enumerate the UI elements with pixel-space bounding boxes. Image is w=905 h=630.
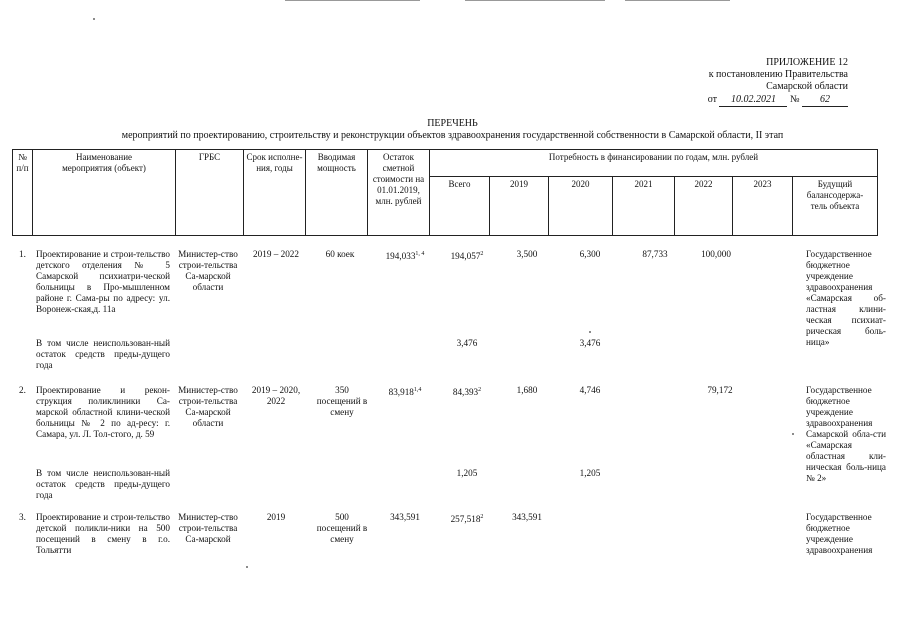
- row-2-grbs: Министер-ство строи-тельства Са-марской области: [178, 385, 238, 428]
- header-2021: 2021: [613, 177, 675, 236]
- row-1-num: 1.: [19, 249, 26, 259]
- row-2-2019: 1,680: [516, 385, 538, 395]
- appendix-block: [708, 57, 848, 107]
- number-label: №: [789, 94, 800, 105]
- row-1-2020: 6,300: [579, 249, 601, 259]
- row-2-capacity: 350 посещений в смену: [316, 385, 368, 417]
- header-funding-need: Потребность в финансировании по годам, млн. рублей: [430, 150, 878, 177]
- row-2-remainder-note: 1,4: [413, 387, 422, 393]
- row-3-total: 257,518: [450, 514, 481, 525]
- scan-line: [625, 0, 730, 1]
- scan-line: [465, 0, 605, 1]
- row-3-grbs: Министер-ство строи-тельства Са-марской: [178, 512, 238, 544]
- row-2-2020: 4,746: [579, 385, 601, 395]
- header-holder: Будущий балансодержа-тель объекта: [793, 177, 878, 236]
- scan-dot: [246, 566, 248, 568]
- row-1-remainder: 194,033: [385, 251, 416, 262]
- row-3-total-cell: [436, 512, 498, 525]
- header-term: Срок исполне-ния, годы: [244, 150, 306, 236]
- header-2022: 2022: [675, 177, 733, 236]
- row-1-sub-name: В том числе неиспользован-ный остаток средств преды-дущего года: [36, 338, 170, 370]
- row-2-total: 84,393: [452, 387, 479, 398]
- row-1-2021: 87,733: [642, 249, 668, 259]
- row-2-sub-2020: 1,205: [579, 468, 601, 478]
- number-value: 62: [802, 94, 848, 107]
- appendix-date-line: [708, 94, 848, 107]
- row-3-total-note: 2: [480, 514, 484, 520]
- row-2-remainder: 83,918: [388, 387, 414, 398]
- row-3-remainder: 343,591: [390, 512, 420, 522]
- row-3-holder: Государственное бюджетное учреждение здравоохранения: [806, 512, 873, 555]
- row-2-total-cell: [436, 385, 498, 398]
- date-prefix: от: [707, 94, 717, 105]
- document-subtitle: мероприятий по проектированию, строительству и реконструкции объектов здравоохранения государственной собственности в Самарской области, II этап: [121, 130, 784, 141]
- header-2020: 2020: [549, 177, 613, 236]
- row-3-term: 2019: [266, 512, 286, 522]
- row-3-name: Проектирование и строи-тельство детской поликли-ники на 500 посещений в смену в г.о. Тольятти: [36, 512, 170, 555]
- row-1-total-cell: [436, 249, 498, 262]
- row-2-sub-name: В том числе неиспользован-ный остаток средств преды-дущего года: [36, 468, 170, 500]
- row-2-num: 2.: [19, 385, 26, 395]
- scan-dot: [93, 18, 95, 20]
- row-2-remainder-cell: [374, 385, 436, 398]
- row-1-remainder-note: 1, 4: [415, 251, 425, 257]
- header-num: № п/п: [13, 150, 33, 236]
- scan-line: [285, 0, 420, 1]
- document-title: ПЕРЕЧЕНЬ: [427, 118, 478, 129]
- row-3-2019: 343,591: [512, 512, 542, 522]
- row-3-num: 3.: [19, 512, 26, 522]
- scan-dot: [792, 433, 794, 435]
- header-name: Наименование мероприятия (объект): [33, 150, 176, 236]
- row-1-sub-2020: 3,476: [579, 338, 601, 348]
- scan-dot: [589, 331, 591, 333]
- header-grbs: ГРБС: [176, 150, 244, 236]
- header-2023: 2023: [733, 177, 793, 236]
- row-1-2022: 100,000: [701, 249, 731, 259]
- row-2-total-note: 2: [478, 387, 482, 393]
- appendix-title: ПРИЛОЖЕНИЕ 12: [766, 57, 848, 68]
- row-1-capacity: 60 коек: [325, 249, 355, 259]
- appendix-region: Самарской области: [766, 81, 848, 92]
- row-2-holder: Государственное бюджетное учреждение здравоохранения Самарской обла-сти «Самарская областная кли-ническая боль-ница № 2»: [806, 385, 886, 483]
- funding-table-header: [12, 149, 878, 236]
- row-1-total-note: 2: [480, 251, 484, 257]
- row-1-sub-total: 3,476: [456, 338, 478, 348]
- row-2-2022: 79,172: [707, 385, 733, 395]
- row-2-name: Проектирование и рекон-струкция поликлиники Са-марской областной клини-ческой больницы № 2 по ад-ресу: г. Самара, ул. Л. Тол-стого, д. 59: [36, 385, 170, 439]
- header-total: Всего: [430, 177, 490, 236]
- header-capacity: Вводимая мощность: [306, 150, 368, 236]
- header-2019: 2019: [490, 177, 549, 236]
- row-1-grbs: Министер-ство строи-тельства Са-марской области: [178, 249, 238, 292]
- row-1-name: Проектирование и строи-тельство детского отделения № 5 Самарской психиатри-ческой больницы в Про-мышленном районе г. Сама-ры по адресу: ул. Воронеж-ская,д. 11а: [36, 249, 170, 314]
- appendix-decree: к постановлению Правительства: [708, 69, 848, 80]
- row-2-term: 2019 – 2020, 2022: [251, 385, 301, 406]
- date-value: 10.02.2021: [719, 94, 787, 107]
- row-1-holder: Государственное бюджетное учреждение здравоохранения «Самарская об-ластная клини-ческая психиат-рическая боль-ница»: [806, 249, 886, 347]
- row-1-remainder-cell: [374, 249, 436, 262]
- header-remainder: Остаток сметной стоимости на 01.01.2019, млн. рублей: [368, 150, 430, 236]
- row-1-total: 194,057: [450, 251, 481, 262]
- row-3-capacity: 500 посещений в смену: [316, 512, 368, 544]
- row-2-sub-total: 1,205: [456, 468, 478, 478]
- row-1-2019: 3,500: [516, 249, 538, 259]
- row-1-term: 2019 – 2022: [253, 249, 299, 259]
